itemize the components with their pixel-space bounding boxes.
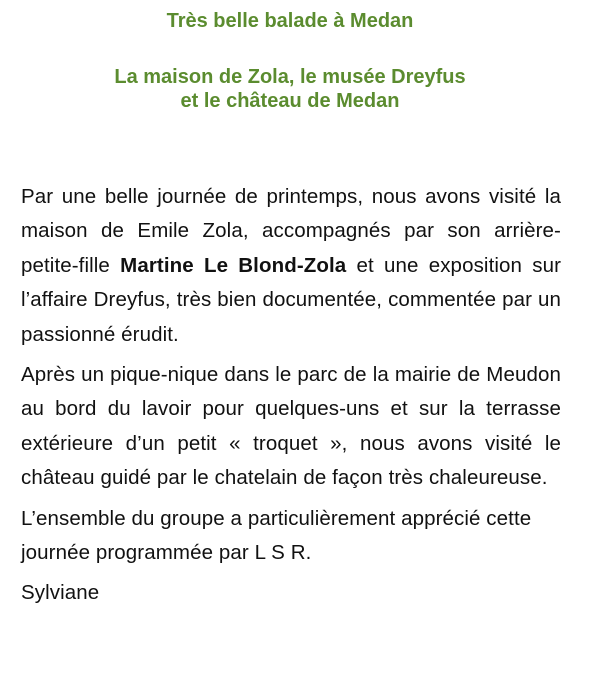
article-subtitle <box>0 65 580 113</box>
paragraph-1 <box>21 180 561 352</box>
signature: Sylviane <box>21 581 100 605</box>
subtitle-line-1: La maison de Zola, le musée Dreyfus <box>114 66 466 88</box>
person-name-bold: Martine Le Blond-Zola <box>120 253 347 277</box>
paragraph-1-start: Par une belle journée de printemps, nous avons visité la maison de Emile Zola, accompagnés par son arrière-petite-fille <box>21 185 561 277</box>
article-body <box>21 180 561 617</box>
subtitle-line-2: et le château de Medan <box>180 90 400 112</box>
paragraph-1-end: et une exposition sur l’affaire Dreyfus, très bien documentée, commentée par un passionné érudit. <box>21 253 561 346</box>
paragraph-2: Après un pique-nique dans le parc de la mairie de Meudon au bord du lavoir pour quelques-uns et sur la terrasse extérieure d’un petit « troquet », nous avons visité le château guidé par le chatelain de façon très chaleureuse. <box>21 363 561 490</box>
article-title: Très belle balade à Medan <box>166 10 414 32</box>
paragraph-3: L’ensemble du groupe a particulièrement apprécié cette journée programmée par L S R. <box>21 506 532 565</box>
